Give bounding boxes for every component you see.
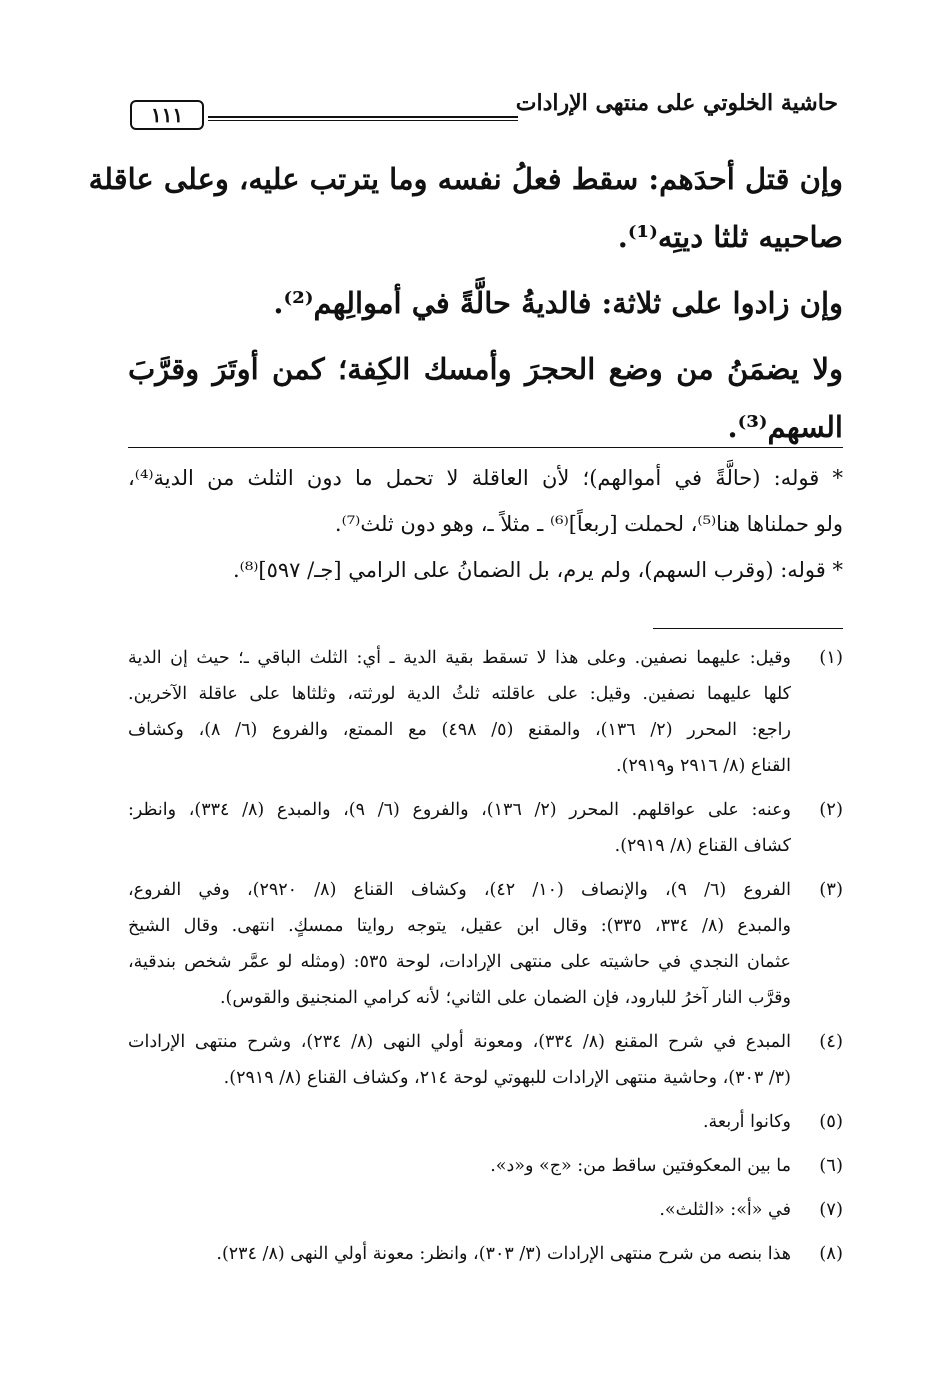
main-line: صاحبيه ثلثا ديتِه⁽¹⁾. bbox=[617, 220, 843, 254]
commentary-separator bbox=[128, 447, 843, 448]
footnote bbox=[128, 792, 843, 864]
footnote bbox=[128, 872, 843, 1016]
footnote-line: وقيل: عليهما نصفين. وعلى هذا لا تسقط بقية الدية ـ أي: الثلث الباقي ـ؛ حيث إن الدية bbox=[128, 648, 791, 668]
footnote-number: (٤) bbox=[819, 1031, 843, 1052]
footnote-line: كلها عليهما نصفين. وقيل: على عاقلته ثلثُ الدية لورثته، وثلثاها على عاقلة الآخرين. bbox=[128, 684, 791, 704]
footnote bbox=[128, 1024, 843, 1096]
footnote bbox=[128, 1192, 843, 1228]
main-line: السهم⁽³⁾. bbox=[727, 410, 843, 444]
footnote-line: (٣/ ٣٠٣)، وحاشية منتهى الإرادات للبهوتي لوحة ٢١٤، وكشاف القناع (٨/ ٢٩١٩). bbox=[223, 1068, 791, 1088]
footnote-line: والمبدع (٨/ ٣٣٤، ٣٣٥): وقال ابن عقيل، يتوجه روايتا ممسكٍ. انتهى. وقال الشيخ bbox=[128, 916, 791, 936]
footnote-number: (٥) bbox=[819, 1111, 843, 1132]
header-rule bbox=[208, 116, 518, 121]
commentary-line: * قوله: (وقرب السهم)، ولم يرم، بل الضمانُ على الرامي [جـ/ ٥٩٧]⁽⁸⁾. bbox=[232, 558, 843, 582]
running-title: حاشية الخلوتي على منتهى الإرادات bbox=[515, 90, 838, 116]
footnote bbox=[128, 640, 843, 784]
commentary-line: ولو حملناها هنا⁽⁵⁾، لحملت [ربعاً]⁽⁶⁾ ـ مثلاً ـ، وهو دون ثلث⁽⁷⁾. bbox=[334, 512, 843, 536]
footnote-line: عثمان النجدي في حاشيته على منتهى الإرادات، لوحة ٥٣٥: (ومثله لو عمَّر شخص بندقية، bbox=[128, 952, 791, 972]
footnotes bbox=[128, 640, 843, 1280]
footnote-line: الفروع (٦/ ٩)، والإنصاف (١٠/ ٤٢)، وكشاف القناع (٨/ ٢٩٢٠)، وفي الفروع، bbox=[128, 880, 791, 900]
main-line: وإن قتل أحدَهم: سقط فعلُ نفسه وما يترتب عليه، وعلى عاقلة bbox=[88, 162, 843, 196]
footnote bbox=[128, 1104, 843, 1140]
footnote-number: (١) bbox=[819, 647, 843, 668]
commentary-line: * قوله: (حالَّةً في أموالهم)؛ لأن العاقلة لا تحمل ما دون الثلث من الدية⁽⁴⁾، bbox=[128, 466, 843, 490]
footnote-line: وكانوا أربعة. bbox=[702, 1112, 791, 1132]
main-line: ولا يضمَنُ من وضع الحجرَ وأمسك الكِفة؛ كمن أوتَرَ وقرَّبَ bbox=[128, 352, 843, 386]
footnote-line: وعنه: على عواقلهم. المحرر (٢/ ١٣٦)، والفروع (٦/ ٩)، والمبدع (٨/ ٣٣٤)، وانظر: bbox=[128, 800, 791, 820]
footnote-line: وقرَّب النار آخرُ للبارود، فإن الضمان على الثاني؛ لأنه كرامي المنجنيق والقوس). bbox=[219, 988, 791, 1008]
footnote-line: هذا بنصه من شرح منتهى الإرادات (٣/ ٣٠٣)، وانظر: معونة أولي النهى (٨/ ٢٣٤). bbox=[216, 1244, 791, 1264]
footnote-line: القناع (٨/ ٢٩١٦ و٢٩١٩). bbox=[616, 756, 791, 776]
footnote-number: (٨) bbox=[819, 1243, 843, 1264]
footnote-line: المبدع في شرح المقنع (٨/ ٣٣٤)، ومعونة أولي النهى (٨/ ٢٣٤)، وشرح منتهى الإرادات bbox=[128, 1032, 791, 1052]
footnote-line: راجع: المحرر (٢/ ١٣٦)، والمقنع (٥/ ٤٩٨) مع الممتع، والفروع (٦/ ٨)، وكشاف bbox=[128, 720, 791, 740]
footnote-number: (٢) bbox=[819, 799, 843, 820]
page-header bbox=[130, 72, 838, 132]
main-text bbox=[88, 150, 843, 456]
page-number: ١١١ bbox=[130, 100, 204, 130]
footnote bbox=[128, 1148, 843, 1184]
footnote-line: في «أ»: «الثلث». bbox=[659, 1200, 791, 1220]
footnote bbox=[128, 1236, 843, 1272]
footnote-number: (٣) bbox=[819, 879, 843, 900]
footnote-line: كشاف القناع (٨/ ٢٩١٩). bbox=[614, 836, 791, 856]
footnote-separator bbox=[653, 628, 843, 629]
commentary bbox=[128, 455, 843, 593]
footnote-line: ما بين المعكوفتين ساقط من: «ج» و«د». bbox=[490, 1156, 791, 1176]
footnote-number: (٦) bbox=[819, 1155, 843, 1176]
footnote-number: (٧) bbox=[819, 1199, 843, 1220]
main-line: وإن زادوا على ثلاثة: فالديةُ حالَّةً في أموالِهم⁽²⁾. bbox=[273, 286, 843, 320]
